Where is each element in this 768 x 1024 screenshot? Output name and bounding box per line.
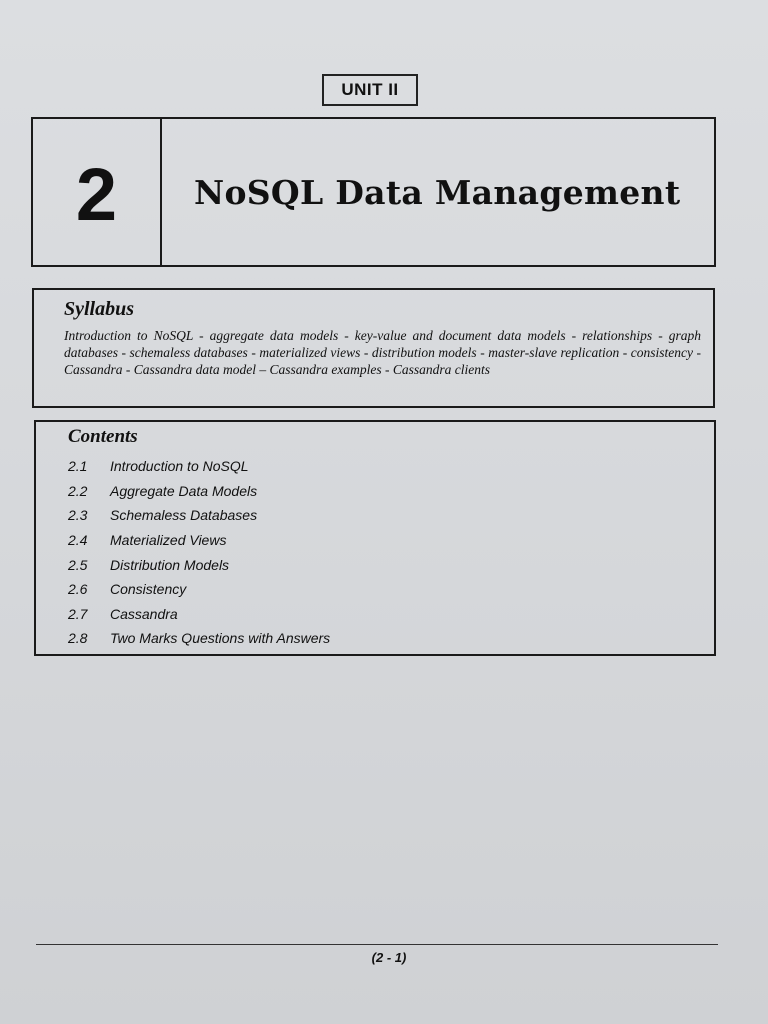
syllabus-heading: Syllabus: [64, 298, 135, 320]
syllabus-text: Introduction to NoSQL - aggregate data models - key-value and document data models - relationships - graph databases - schemaless databases - materialized views - distribution models - master-slave replication - consistency - Cassandra - Cassandra data model – Cassandra examples - Cassandra clients: [64, 328, 701, 377]
contents-item: [68, 454, 704, 479]
contents-item-title: Cassandra: [110, 605, 178, 622]
contents-item: [68, 479, 704, 504]
contents-item-number: 2.2: [68, 482, 88, 499]
syllabus-box: [32, 288, 715, 408]
contents-item-title: Introduction to NoSQL: [110, 458, 249, 475]
page-number: (2 - 1): [371, 950, 407, 965]
contents-item-number: 2.6: [68, 581, 88, 598]
contents-item-number: 2.5: [68, 556, 88, 573]
contents-item-number: 2.8: [68, 630, 88, 647]
contents-item: [68, 528, 704, 553]
contents-item-number: 2.3: [68, 507, 88, 524]
contents-item: [68, 602, 704, 627]
unit-label: UNIT II: [322, 74, 418, 106]
contents-item-title: Aggregate Data Models: [110, 482, 258, 499]
contents-item-title: Distribution Models: [110, 556, 230, 573]
contents-box: [34, 420, 716, 656]
contents-item: [68, 577, 704, 602]
contents-item: [68, 503, 704, 528]
contents-item-title: Materialized Views: [110, 532, 227, 549]
contents-item: [68, 552, 704, 577]
chapter-number: 2: [33, 119, 162, 265]
contents-item-title: Schemaless Databases: [110, 507, 258, 524]
contents-item-number: 2.4: [68, 532, 88, 549]
chapter-title: NoSQL Data Management: [194, 172, 681, 212]
chapter-header: [31, 117, 716, 267]
contents-heading: Contents: [68, 426, 138, 447]
contents-item-title: Consistency: [110, 581, 187, 598]
contents-item-number: 2.7: [68, 605, 88, 622]
contents-item-number: 2.1: [68, 458, 88, 475]
contents-item: [68, 626, 704, 651]
contents-item-title: Two Marks Questions with Answers: [110, 630, 331, 647]
contents-list: [68, 454, 704, 651]
footer-divider: [36, 944, 718, 945]
